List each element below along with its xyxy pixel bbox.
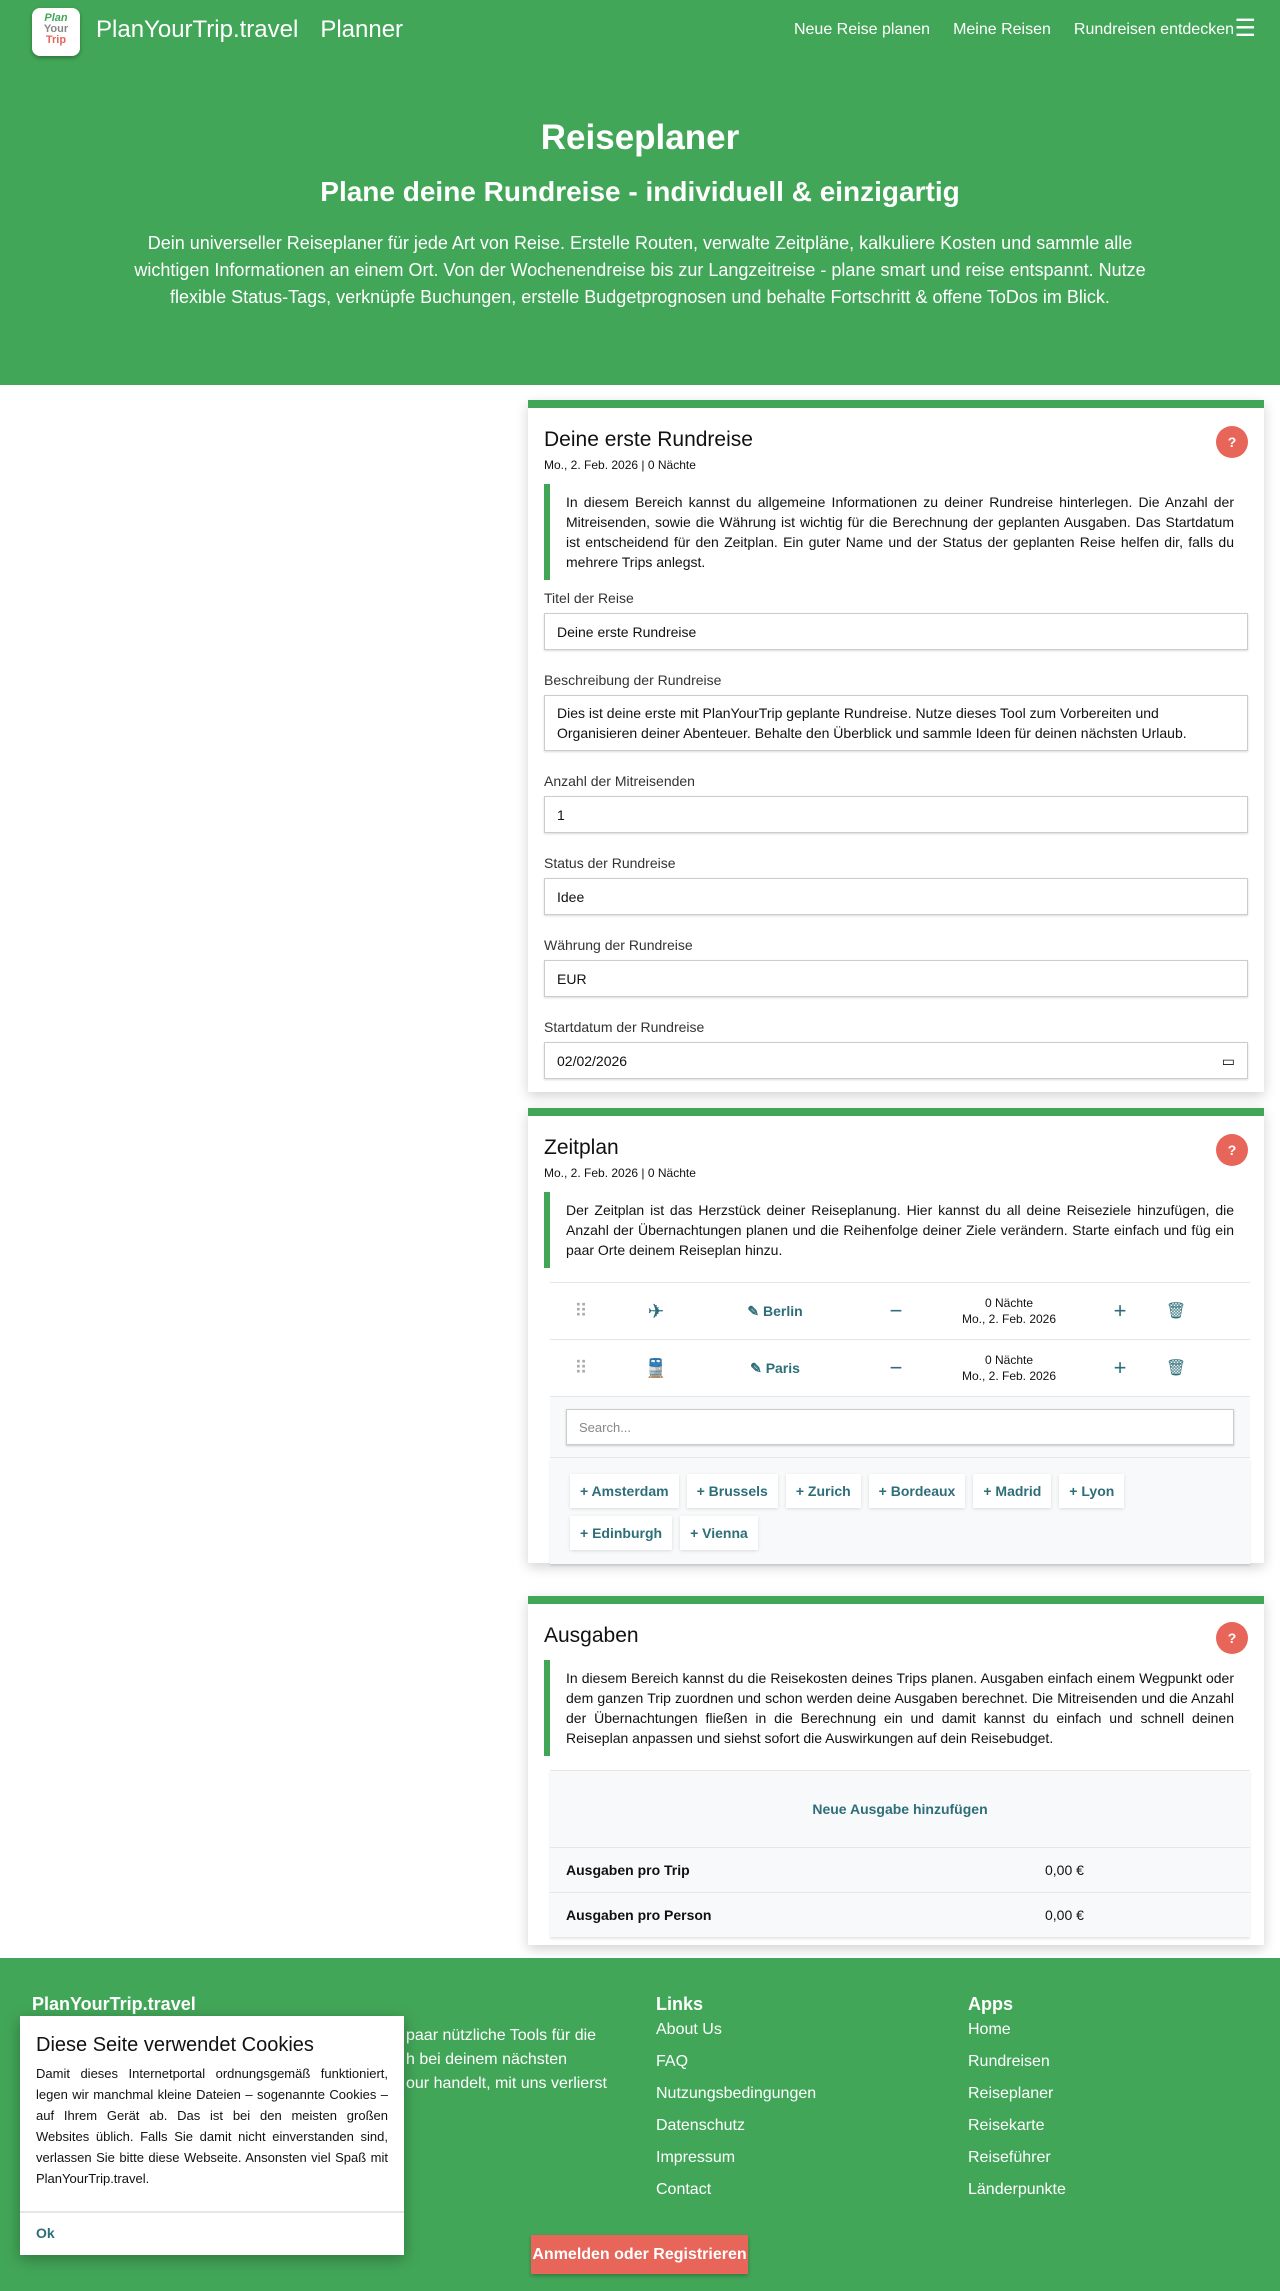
- expenses-info: In diesem Bereich kannst du die Reisekosten deines Trips planen. Ausgaben einfach einem Wegpunkt oder dem ganzen Trip zuordnen und schon werden deine Ausgaben berechnet. Die Mitreisenden und die Anzahl der Übernachtungen fließen in die Berechnung ein und damit kannst du einfach und schnell deinen Reiseplan anpassen und siehst sofort die Auswirkungen auf dein Reisebudget.: [544, 1660, 1248, 1756]
- trip-meta: Mo., 2. Feb. 2026 | 0 Nächte: [544, 458, 696, 472]
- stop-nights: 0 Nächte Mo., 2. Feb. 2026: [961, 1353, 1057, 1383]
- footer-app-link[interactable]: Home: [968, 2021, 1011, 2038]
- footer-app-link[interactable]: Länderpunkte: [968, 2181, 1066, 2198]
- minus-night-icon[interactable]: −: [889, 1298, 903, 1323]
- title-label: Titel der Reise: [544, 590, 634, 606]
- stop-list: [544, 1282, 1248, 1564]
- trash-icon[interactable]: 🗑: [1165, 1360, 1187, 1377]
- travelers-input[interactable]: 1: [544, 796, 1248, 833]
- help-icon[interactable]: ?: [1216, 1622, 1248, 1654]
- footer-app-link[interactable]: Reiseplaner: [968, 2085, 1054, 2102]
- help-icon[interactable]: ?: [1216, 426, 1248, 458]
- trip-card: [528, 400, 1264, 1092]
- trash-icon[interactable]: 🗑: [1165, 1303, 1187, 1320]
- description-textarea[interactable]: Dies ist deine erste mit PlanYourTrip geplante Rundreise. Nutze dieses Tool zum Vorbereiten und Organisieren deiner Abenteuer. Behalte den Überblick und sammle Ideen für deinen nächsten Urlaub.: [544, 695, 1248, 751]
- schedule-title: Zeitplan: [544, 1136, 619, 1159]
- brand[interactable]: [96, 16, 425, 44]
- suggestion-list: [550, 1458, 1250, 1564]
- suggestion-chip[interactable]: + Lyon: [1059, 1474, 1124, 1508]
- hero-subtitle: Plane deine Rundreise - individuell & einzigartig: [320, 176, 960, 207]
- app-name: Planner: [320, 16, 404, 43]
- hero-title: Reiseplaner: [540, 118, 740, 157]
- footer-apps: Apps Home Rundreisen Reiseplaner Reisekarte Reiseführer Länderpunkte: [968, 1994, 1066, 2213]
- status-label: Status der Rundreise: [544, 855, 676, 871]
- footer-link[interactable]: Datenschutz: [656, 2117, 745, 2134]
- footer-app-link[interactable]: Reisekarte: [968, 2117, 1045, 2134]
- trip-title: Deine erste Rundreise: [544, 428, 753, 451]
- add-expense-button[interactable]: Neue Ausgabe hinzufügen: [550, 1770, 1250, 1847]
- nav-new-trip[interactable]: Neue Reise planen: [793, 21, 931, 38]
- hamburger-menu-icon[interactable]: ☰: [1234, 15, 1256, 42]
- header: [0, 0, 1280, 385]
- schedule-card: [528, 1108, 1264, 1563]
- help-icon[interactable]: ?: [1216, 1134, 1248, 1166]
- travelers-label: Anzahl der Mitreisenden: [544, 773, 695, 789]
- register-button[interactable]: Anmelden oder Registrieren: [531, 2235, 748, 2274]
- cookie-banner: [20, 2016, 404, 2255]
- main-nav: [794, 21, 1234, 39]
- footer-link[interactable]: Contact: [656, 2181, 712, 2198]
- suggestion-chip[interactable]: + Edinburgh: [570, 1516, 672, 1550]
- suggestion-chip[interactable]: + Zurich: [786, 1474, 861, 1508]
- currency-select[interactable]: EUR: [544, 960, 1248, 997]
- logo[interactable]: Plan Your Trip: [32, 8, 80, 56]
- search-area: [550, 1396, 1250, 1458]
- currency-label: Währung der Rundreise: [544, 937, 693, 953]
- footer-app-link[interactable]: Reiseführer: [968, 2149, 1051, 2166]
- plane-icon[interactable]: ✈: [647, 1300, 665, 1323]
- schedule-meta: Mo., 2. Feb. 2026 | 0 Nächte: [544, 1166, 696, 1180]
- footer-link[interactable]: About Us: [656, 2021, 722, 2038]
- cookie-text: Damit dieses Internetportal ordnungsgemäß funktioniert, legen wir manchmal kleine Dateien – sogenannte Cookies – auf Ihrem Gerät ab. Das ist bei den meisten großen Websites üblich. Falls Sie damit nicht einverstanden sind, verlassen Sie bitte diese Webseite. Ansonsten viel Spaß mit PlanYourTrip.travel.: [36, 2066, 388, 2186]
- startdate-value: 02/02/2026: [557, 1053, 628, 1069]
- startdate-input[interactable]: [544, 1042, 1248, 1079]
- status-select[interactable]: Idee: [544, 878, 1248, 915]
- stop-nights: 0 Nächte Mo., 2. Feb. 2026: [961, 1296, 1057, 1326]
- suggestion-chip[interactable]: + Vienna: [680, 1516, 758, 1550]
- plus-night-icon[interactable]: +: [1113, 1298, 1127, 1323]
- drag-handle-icon[interactable]: ⠿: [574, 1357, 588, 1378]
- brand-name: PlanYourTrip.travel: [96, 16, 299, 43]
- stop-city[interactable]: ✎ Paris: [750, 1359, 800, 1376]
- plus-night-icon[interactable]: +: [1113, 1355, 1127, 1380]
- nav-discover[interactable]: Rundreisen entdecken: [1073, 21, 1234, 38]
- stop-city[interactable]: ✎ Berlin: [747, 1302, 803, 1319]
- expense-row: Ausgaben pro Trip 0,00 €: [550, 1847, 1250, 1892]
- suggestion-chip[interactable]: + Amsterdam: [570, 1474, 679, 1508]
- expense-row: Ausgaben pro Person 0,00 €: [550, 1892, 1250, 1937]
- expenses-table: [550, 1770, 1250, 1937]
- cookie-ok-button[interactable]: Ok: [20, 2211, 404, 2255]
- suggestion-chip[interactable]: + Bordeaux: [869, 1474, 966, 1508]
- footer-about: PlanYourTrip.travel: [32, 1994, 196, 2014]
- suggestion-chip[interactable]: + Madrid: [973, 1474, 1051, 1508]
- stop-row: [550, 1339, 1250, 1396]
- description-label: Beschreibung der Rundreise: [544, 672, 722, 688]
- trip-info: In diesem Bereich kannst du allgemeine Informationen zu deiner Rundreise hinterlegen. Die Anzahl der Mitreisenden, sowie die Währung ist wichtig für die Berechnung der geplanten Ausgaben. Das Startdatum ist entscheidend für den Zeitplan. Ein guter Name und der Status der geplanten Reise helfen dir, falls du mehrere Trips anlegst.: [544, 484, 1248, 580]
- cookie-title: Diese Seite verwendet Cookies: [36, 2034, 314, 2056]
- footer-app-link[interactable]: Rundreisen: [968, 2053, 1050, 2070]
- minus-night-icon[interactable]: −: [889, 1355, 903, 1380]
- drag-handle-icon[interactable]: ⠿: [574, 1300, 588, 1321]
- startdate-label: Startdatum der Rundreise: [544, 1019, 705, 1035]
- train-icon[interactable]: 🚆: [644, 1357, 668, 1378]
- title-input[interactable]: Deine erste Rundreise: [544, 613, 1248, 650]
- schedule-info: Der Zeitplan ist das Herzstück deiner Reiseplanung. Hier kannst du all deine Reiseziele hinzufügen, die Anzahl der Übernachtungen planen und die Reihenfolge deiner Ziele verändern. Starte einfach und füg ein paar Orte deinem Reiseplan hinzu.: [544, 1192, 1248, 1268]
- footer-link[interactable]: FAQ: [656, 2053, 689, 2070]
- search-input[interactable]: Search...: [566, 1409, 1234, 1445]
- calendar-icon[interactable]: ▭: [1221, 1053, 1235, 1069]
- suggestion-chip[interactable]: + Brussels: [687, 1474, 778, 1508]
- footer-link[interactable]: Impressum: [656, 2149, 736, 2166]
- footer-link[interactable]: Nutzungsbedingungen: [656, 2085, 817, 2102]
- footer-links: Links About Us FAQ Nutzungsbedingungen Datenschutz Impressum Contact: [656, 1994, 816, 2213]
- expenses-card: [528, 1596, 1264, 1945]
- hero-text: Dein universeller Reiseplaner für jede Art von Reise. Erstelle Routen, verwalte Zeitpläne, kalkuliere Kosten und sammle alle wichtigen Informationen an einem Ort. Von der Wochenendreise bis zur Langzeitreise - plane smart und reise entspannt. Nutze flexible Status-Tags, verknüpfe Buchungen, erstelle Budgetprognosen und behalte Fortschritt & offene ToDos im Blick.: [134, 233, 1146, 307]
- footer-about-text: paar nützliche Tools für die h bei deinem nächsten our handelt, mit uns verlierst: [406, 2027, 607, 2092]
- nav-my-trips[interactable]: Meine Reisen: [953, 21, 1051, 38]
- stop-row: [550, 1282, 1250, 1339]
- expenses-title: Ausgaben: [544, 1624, 639, 1647]
